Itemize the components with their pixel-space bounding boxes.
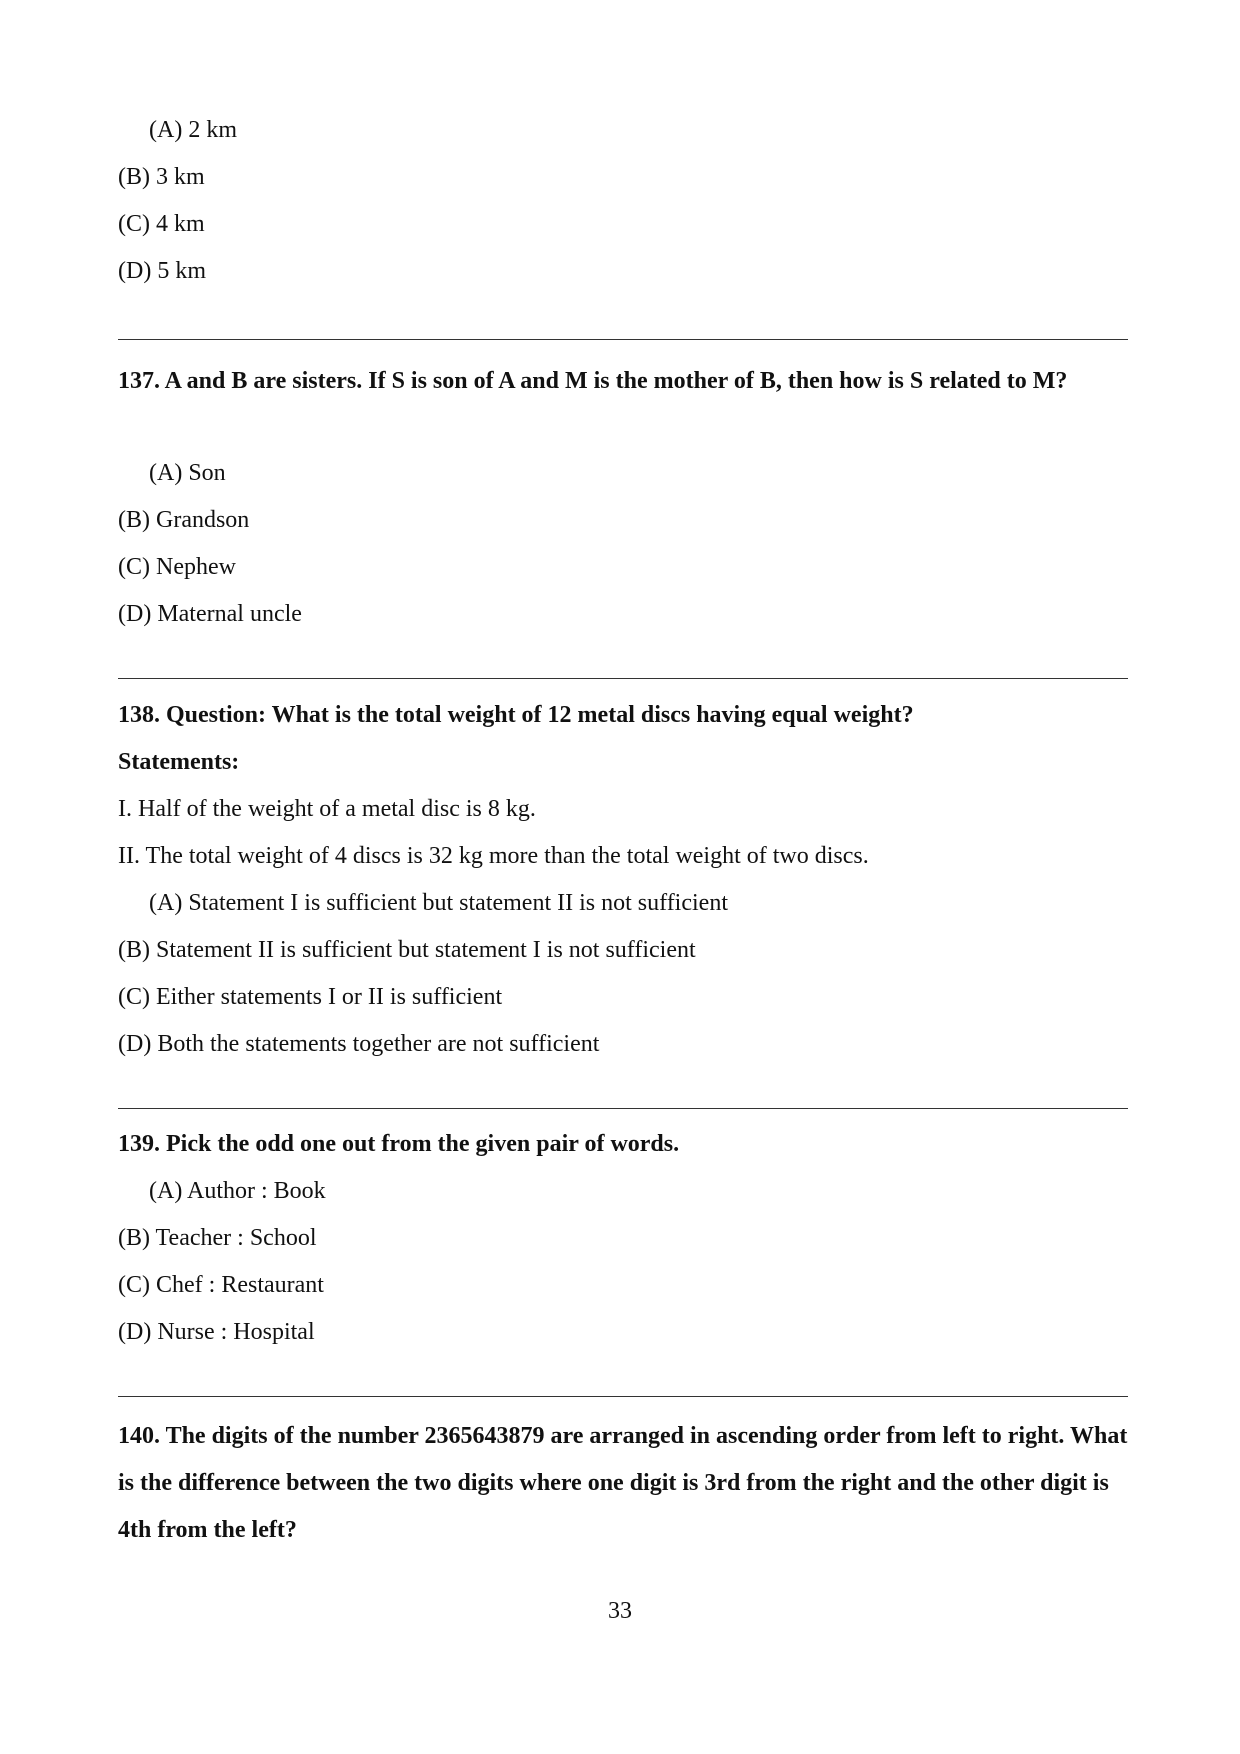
q139-option-c: (C) Chef : Restaurant xyxy=(118,1272,324,1298)
question-140: 140. The digits of the number 2365643879 are arranged in ascending order from left to right. What is the difference between the two digits where one digit is 3rd from the right and the other digit is 4th from the left? xyxy=(118,1423,1128,1543)
separator-rule xyxy=(118,339,1128,340)
q136-option-c: (C) 4 km xyxy=(118,211,205,237)
q138-option-a: (A) Statement I is sufficient but statement II is not sufficient xyxy=(149,890,728,916)
separator-rule xyxy=(118,1108,1128,1109)
q136-option-b: (B) 3 km xyxy=(118,164,205,190)
q138-option-c: (C) Either statements I or II is sufficient xyxy=(118,984,503,1010)
q137-option-a: (A) Son xyxy=(149,460,226,486)
page-number: 33 xyxy=(608,1598,632,1624)
q138-statement-1: I. Half of the weight of a metal disc is 8 kg. xyxy=(118,796,536,822)
q137-option-c: (C) Nephew xyxy=(118,554,236,580)
q138-option-d: (D) Both the statements together are not sufficient xyxy=(118,1031,600,1057)
separator-rule xyxy=(118,1396,1128,1397)
q136-option-d: (D) 5 km xyxy=(118,258,206,284)
q138-statements-label: Statements: xyxy=(118,749,240,775)
q139-option-a: (A) Author : Book xyxy=(149,1178,326,1204)
question-139: 139. Pick the odd one out from the given pair of words. xyxy=(118,1131,680,1157)
q137-option-d: (D) Maternal uncle xyxy=(118,601,302,627)
question-137: 137. A and B are sisters. If S is son of A and M is the mother of B, then how is S related to M? xyxy=(118,368,1068,394)
q138-statement-2: II. The total weight of 4 discs is 32 kg more than the total weight of two discs. xyxy=(118,843,869,869)
q136-option-a: (A) 2 km xyxy=(149,117,237,143)
separator-rule xyxy=(118,678,1128,679)
q138-option-b: (B) Statement II is sufficient but statement I is not sufficient xyxy=(118,937,696,963)
q137-option-b: (B) Grandson xyxy=(118,507,250,533)
q139-option-d: (D) Nurse : Hospital xyxy=(118,1319,315,1345)
question-138: 138. Question: What is the total weight of 12 metal discs having equal weight? xyxy=(118,702,914,728)
q139-option-b: (B) Teacher : School xyxy=(118,1225,317,1251)
